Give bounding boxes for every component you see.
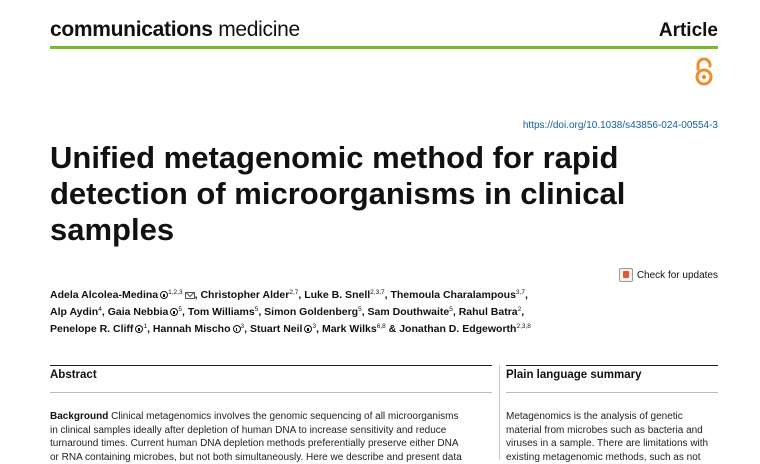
- author-separator: ,: [524, 289, 528, 301]
- author-separator: ,: [258, 306, 265, 318]
- author-affiliation: 2: [517, 306, 522, 313]
- orcid-icon[interactable]: [233, 325, 241, 333]
- author-name[interactable]: [200, 289, 298, 301]
- open-access-icon: [694, 57, 714, 87]
- author-name-text[interactable]: Simon Goldenberg: [264, 306, 359, 318]
- abstract-line: Clinical metagenomics involves the genomic sequencing of all microorganisms: [111, 411, 459, 422]
- journal-name: [50, 18, 300, 42]
- author-separator: ,: [147, 323, 153, 335]
- author-name-text[interactable]: Gaia Nebbia: [107, 306, 169, 318]
- summary-sub-rule: [506, 392, 718, 393]
- author-name[interactable]: [368, 306, 453, 318]
- author-separator: ,: [298, 289, 305, 301]
- author-separator: ,: [521, 306, 525, 318]
- author-separator: ,: [182, 306, 188, 318]
- author-name-text[interactable]: Adela Alcolea-Medina: [50, 289, 159, 301]
- abstract-top-rule: [50, 365, 492, 366]
- author-affiliation: 2,3,7: [370, 289, 385, 296]
- author-name[interactable]: [153, 323, 244, 335]
- orcid-icon[interactable]: [304, 325, 312, 333]
- title-line: samples: [50, 212, 175, 247]
- author-separator: ,: [194, 289, 201, 301]
- author-name[interactable]: [458, 306, 525, 318]
- author-name-text[interactable]: Tom Williams: [187, 306, 255, 318]
- abstract-line: or RNA containing microbes, but not both simultaneously. Here we describe and present data: [50, 451, 462, 463]
- author-affiliation: 3: [240, 323, 245, 330]
- title-line: detection of microorganisms in clinical: [50, 176, 626, 211]
- summary-line: existing metagenomic methods, such as not: [506, 451, 701, 463]
- summary-top-rule: [506, 365, 718, 366]
- plain-language-summary-heading: Plain language summary: [506, 369, 642, 381]
- email-icon[interactable]: [185, 292, 195, 299]
- summary-line: viruses in a sample. There are limitations with: [506, 438, 709, 449]
- author-separator: ,: [361, 306, 368, 318]
- journal-name-light: medicine: [218, 18, 300, 41]
- author-name[interactable]: [250, 323, 316, 335]
- author-name-text[interactable]: Christopher Alder: [200, 289, 290, 301]
- author-separator: ,: [244, 323, 250, 335]
- author-name-text[interactable]: Stuart Neil: [249, 323, 303, 335]
- author-separator: &: [385, 323, 400, 335]
- author-name-text[interactable]: Alp Aydin: [50, 306, 99, 318]
- abstract-background-label: Background: [50, 411, 109, 422]
- author-affiliation: 1,2,3: [168, 289, 183, 296]
- author-name[interactable]: [188, 306, 258, 318]
- author-affiliation: 3: [312, 323, 317, 330]
- author-affiliation: 5: [358, 306, 362, 313]
- author-name[interactable]: [108, 306, 182, 318]
- author-name-text[interactable]: Themoula Charalampous: [390, 289, 516, 301]
- author-name[interactable]: [390, 289, 525, 301]
- header-accent-rule: [50, 46, 718, 49]
- check-updates-icon: [619, 268, 633, 282]
- abstract-heading: Abstract: [50, 369, 97, 381]
- orcid-icon[interactable]: [160, 291, 168, 299]
- author-affiliation: 2,7: [289, 289, 299, 296]
- abstract-text: [50, 410, 492, 464]
- orcid-icon[interactable]: [170, 308, 178, 316]
- author-name-text[interactable]: Rahul Batra: [458, 306, 518, 318]
- orcid-icon[interactable]: [135, 325, 143, 333]
- author-separator: ,: [452, 306, 459, 318]
- author-name[interactable]: [399, 323, 531, 335]
- summary-line: material from microbes such as bacteria and: [506, 424, 703, 436]
- article-type-label: Article: [658, 20, 718, 41]
- author-affiliation: 5: [178, 306, 183, 313]
- author-name[interactable]: [304, 289, 384, 301]
- author-affiliation: 1: [143, 323, 148, 330]
- abstract-line: in clinical samples ideally after depletion of human DNA to increase sensitivity and reduce: [50, 424, 447, 436]
- author-name-text[interactable]: Sam Douthwaite: [367, 306, 450, 318]
- abstract-line: turnaround times. Current human DNA depletion methods preferentially preserve either DNA: [50, 438, 459, 449]
- author-name[interactable]: [264, 306, 362, 318]
- summary-line: Metagenomics is the analysis of genetic: [506, 411, 683, 422]
- author-name[interactable]: [50, 323, 147, 335]
- column-divider: [499, 365, 500, 460]
- doi-link[interactable]: https://doi.org/10.1038/s43856-024-00554-3: [522, 120, 718, 131]
- author-name[interactable]: [50, 289, 195, 301]
- plain-language-summary-text: [506, 410, 718, 464]
- author-name[interactable]: [322, 323, 386, 335]
- article-title: [50, 140, 690, 248]
- author-affiliation: 5: [449, 306, 453, 313]
- check-updates-label: Check for updates: [636, 269, 718, 281]
- journal-name-bold: communications: [50, 18, 213, 41]
- check-for-updates-button[interactable]: [619, 268, 718, 282]
- author-affiliation: 2,3,8: [516, 323, 531, 330]
- author-name-text[interactable]: Penelope R. Cliff: [50, 323, 134, 335]
- author-name-text[interactable]: Jonathan D. Edgeworth: [399, 323, 517, 335]
- title-line: Unified metagenomic method for rapid: [50, 140, 619, 175]
- author-affiliation: 6,8: [376, 323, 386, 330]
- author-list: [50, 287, 720, 338]
- author-separator: ,: [316, 323, 322, 335]
- author-name-text[interactable]: Luke B. Snell: [304, 289, 371, 301]
- author-name-text[interactable]: Mark Wilks: [321, 323, 377, 335]
- author-affiliation: 3,7: [515, 289, 525, 296]
- author-separator: ,: [101, 306, 108, 318]
- author-affiliation: 4: [98, 306, 102, 313]
- author-affiliation: 5: [254, 306, 259, 313]
- abstract-sub-rule: [50, 392, 492, 393]
- author-name-text[interactable]: Hannah Mischo: [152, 323, 231, 335]
- author-name[interactable]: [50, 306, 102, 318]
- author-separator: ,: [384, 289, 391, 301]
